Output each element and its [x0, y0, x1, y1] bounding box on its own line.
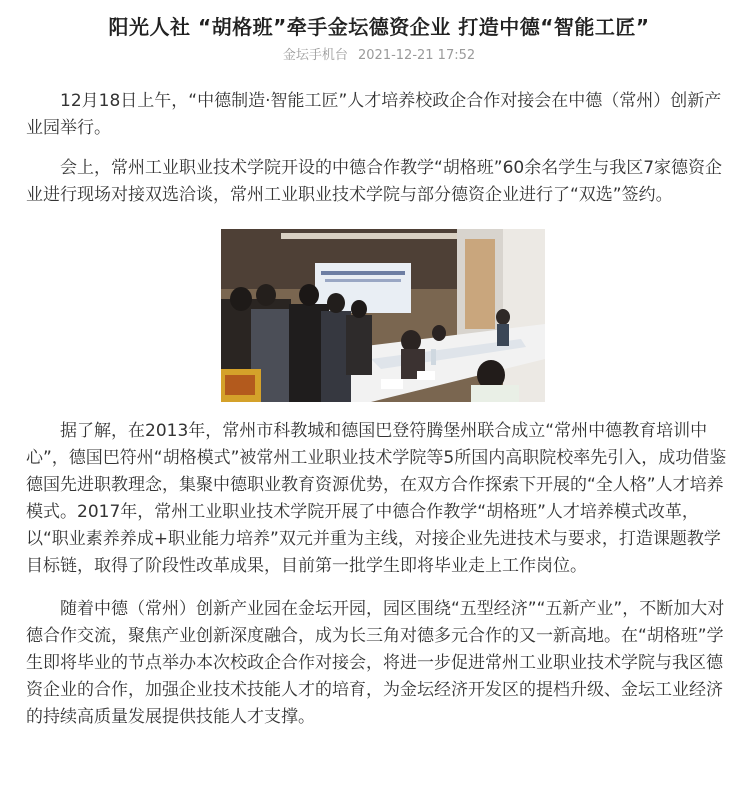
article-source: 金坛手机台	[282, 48, 348, 63]
event-photo-illustration	[221, 229, 545, 402]
paragraph-4: 随着中德（常州）创新产业园在金坛开园，园区围绕“五型经济”“五新产业”，不断加大对德合作交流，聚焦产业创新深度融合，成为长三角对德多元合作的又一新高地。在“胡格班”学生即将毕业的节点举办本次校政企合作对接会，将进一步促进常州工业职业技术学院与我区德资企业的合作，加强企业技术技能人才的培育，为金坛经济开发区的提档升级、金坛工业经济的持续高质量发展提供技能人才支撑。	[26, 599, 725, 727]
paragraph-2: 会上，常州工业职业技术学院开设的中德合作教学“胡格班”60余名学生与我区7家德资企业进行现场对接双选洽谈，常州工业职业技术学院与部分德资企业进行了“双选”签约。	[26, 158, 723, 205]
paragraph-1: 12月18日上午，“中德制造·智能工匠”人才培养校政企合作对接会在中德（常州）创新产业园举行。	[26, 91, 722, 138]
article-datetime: 2021-12-21 17:52	[358, 48, 476, 63]
paragraph-3: 据了解，在2013年，常州市科教城和德国巴登符腾堡州联合成立“常州中德教育培训中心”，德国巴符州“胡格模式”被常州工业职业技术学院等5所国内高职院校率先引入，成功借鉴德国先进职教理念，集聚中德职业教育资源优势，在双方合作探索下开展的“全人格”人才培养模式。2017年，常州工业职业技术学院开展了中德合作教学“胡格班”人才培养模式改革，以“职业素养养成+职业能力培养”双元并重为主线，对接企业先进技术与要求，打造课题教学目标链，取得了阶段性改革成果，目前第一批学生即将毕业走上工作岗位。	[26, 421, 727, 576]
article-title: 阳光人社 “胡格班”牵手金坛德资企业 打造中德“智能工匠”	[108, 15, 650, 39]
article-meta	[26, 46, 732, 66]
photo-container	[26, 229, 732, 402]
event-photo	[221, 229, 545, 402]
